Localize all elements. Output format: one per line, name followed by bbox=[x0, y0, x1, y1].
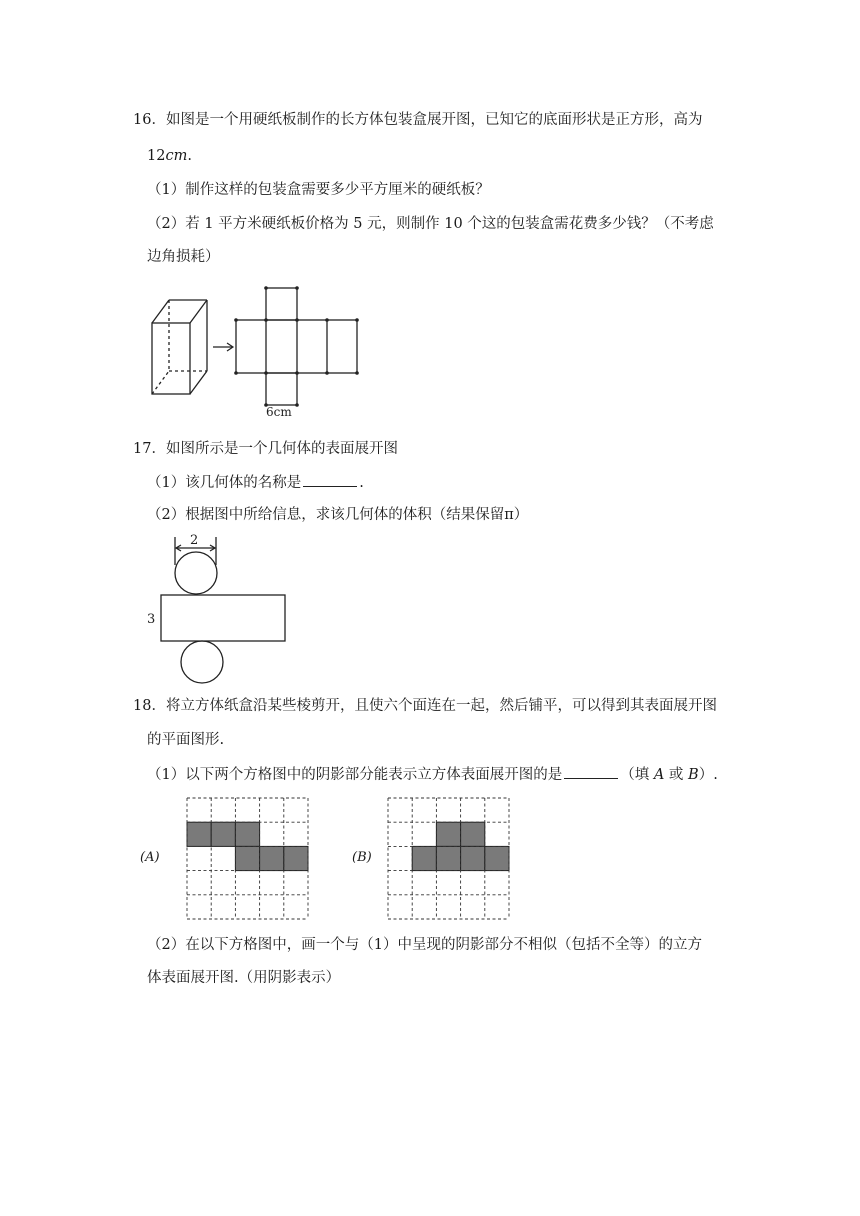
shaded-cell bbox=[436, 846, 460, 870]
shaded-cell bbox=[211, 822, 235, 846]
q17-figure bbox=[140, 532, 300, 682]
q17-diameter-label: 2 bbox=[190, 533, 199, 548]
shaded-cell bbox=[412, 846, 436, 870]
q17-sub1-text: （1）该几何体的名称是 bbox=[147, 475, 302, 491]
q16-stem-text: 如图是一个用硬纸板制作的长方体包装盒展开图，已知它的底面形状是正方形，高为 bbox=[165, 112, 703, 128]
q16-figure-label: 6cm bbox=[266, 405, 292, 419]
net-diagram bbox=[236, 288, 357, 405]
q17-answer-blank[interactable] bbox=[303, 472, 357, 487]
q18-option-b: B bbox=[688, 767, 699, 783]
grid-b-label: (B) bbox=[352, 850, 372, 865]
shaded-cell bbox=[461, 846, 485, 870]
q16-number: 16． bbox=[133, 112, 166, 128]
q16-stem-line2 bbox=[147, 146, 192, 166]
q17-stem bbox=[133, 439, 398, 459]
q16-stem-end: . bbox=[187, 148, 192, 164]
q17-stem-text: 如图所示是一个几何体的表面展开图 bbox=[165, 441, 398, 457]
q18-sub1-text: （1）以下两个方格图中的阴影部分能表示立方体表面展开图的是 bbox=[147, 767, 563, 783]
grid-a-label: (A) bbox=[140, 850, 160, 865]
q16-stem-line1 bbox=[133, 110, 702, 130]
shaded-cell bbox=[436, 822, 460, 846]
arrow-right-icon bbox=[213, 343, 233, 351]
q16-sub1: （1）制作这样的包装盒需要多少平方厘米的硬纸板？ bbox=[147, 182, 490, 198]
shaded-cell bbox=[461, 822, 485, 846]
q18-sub2-line2: 体表面展开图.（用阴影表示） bbox=[147, 970, 341, 986]
shaded-cell bbox=[187, 822, 211, 846]
shaded-cell bbox=[284, 846, 308, 870]
q16-sub2-line2: 边角损耗） bbox=[147, 249, 220, 265]
q18-stem-line2: 的平面图形. bbox=[147, 732, 225, 748]
q16-height-value: 12 bbox=[147, 148, 166, 164]
top-circle bbox=[175, 552, 217, 594]
shaded-cell bbox=[485, 846, 509, 870]
q17-sub1-end: . bbox=[359, 475, 364, 491]
q16-height-unit: cm bbox=[165, 148, 188, 164]
shaded-cell bbox=[235, 822, 259, 846]
q18-option-a: A bbox=[653, 767, 665, 783]
q18-sub1-paren: （填 bbox=[620, 767, 654, 783]
shaded-cell bbox=[235, 846, 259, 870]
q18-sub2-line1: （2）在以下方格图中，画一个与（1）中呈现的阴影部分不相似（包括不全等）的立方 bbox=[147, 937, 702, 953]
q18-stem-line1 bbox=[133, 696, 717, 716]
q18-stem-text: 将立方体纸盒沿某些棱剪开，且使六个面连在一起，然后铺平，可以得到其表面展开图 bbox=[165, 698, 717, 714]
shaded-cell bbox=[260, 846, 284, 870]
q16-figure bbox=[145, 283, 365, 423]
q17-sub1 bbox=[147, 472, 364, 493]
q18-sub1 bbox=[147, 764, 718, 785]
grid-a bbox=[187, 798, 309, 920]
grid-b bbox=[388, 798, 510, 920]
box-3d bbox=[152, 300, 207, 394]
q17-number: 17． bbox=[133, 441, 166, 457]
lateral-rectangle bbox=[161, 595, 285, 641]
q16-sub2-line1: （2）若 1 平方米硬纸板价格为 5 元，则制作 10 个这的包装盒需花费多少钱？（不考虑 bbox=[147, 216, 714, 232]
q18-sub1-end: ）. bbox=[698, 767, 718, 783]
q17-sub2: （2）根据图中所给信息，求该几何体的体积（结果保留π） bbox=[147, 507, 529, 523]
q18-answer-blank[interactable] bbox=[564, 764, 618, 779]
q18-or: 或 bbox=[664, 767, 689, 783]
q17-height-label: 3 bbox=[147, 612, 156, 627]
q18-number: 18． bbox=[133, 698, 166, 714]
bottom-circle bbox=[181, 641, 223, 683]
